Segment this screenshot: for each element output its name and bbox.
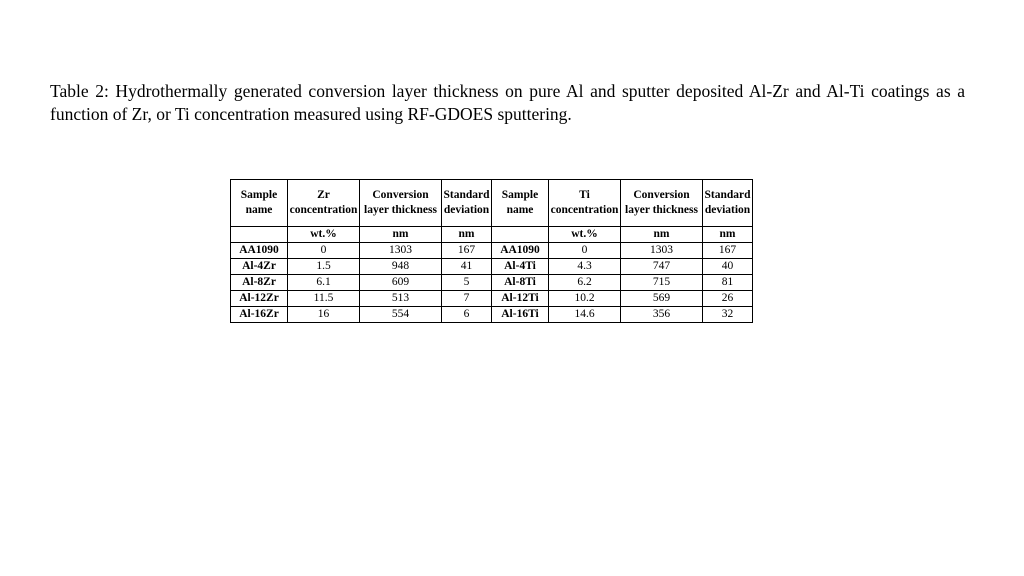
- sample-name-cell: Al-16Zr: [231, 307, 288, 323]
- table-row: [231, 291, 753, 307]
- table-row: [231, 307, 753, 323]
- table-cell: 513: [360, 291, 442, 307]
- sample-name-cell: Al-4Ti: [492, 259, 549, 275]
- sample-name-cell: Al-4Zr: [231, 259, 288, 275]
- sample-name-cell: AA1090: [492, 243, 549, 259]
- column-header: Standard deviation: [703, 180, 753, 227]
- unit-cell: nm: [360, 227, 442, 243]
- column-header: Sample name: [231, 180, 288, 227]
- table-cell: 11.5: [288, 291, 360, 307]
- table-row: [231, 259, 753, 275]
- column-header: Conversion layer thickness: [360, 180, 442, 227]
- sample-name-cell: Al-8Ti: [492, 275, 549, 291]
- sample-name-cell: Al-12Ti: [492, 291, 549, 307]
- table-cell: 5: [442, 275, 492, 291]
- unit-cell: nm: [621, 227, 703, 243]
- table-cell: 1303: [621, 243, 703, 259]
- table-cell: 356: [621, 307, 703, 323]
- sample-name-cell: Al-12Zr: [231, 291, 288, 307]
- column-header: Conversion layer thickness: [621, 180, 703, 227]
- unit-cell: [492, 227, 549, 243]
- column-header: Sample name: [492, 180, 549, 227]
- unit-cell: nm: [703, 227, 753, 243]
- table-row: [231, 275, 753, 291]
- sample-name-cell: Al-16Ti: [492, 307, 549, 323]
- table-cell: 167: [442, 243, 492, 259]
- table-cell: 167: [703, 243, 753, 259]
- table-cell: 747: [621, 259, 703, 275]
- conversion-layer-table: [230, 179, 753, 323]
- table-cell: 948: [360, 259, 442, 275]
- table-cell: 554: [360, 307, 442, 323]
- table-caption: Table 2: Hydrothermally generated conversion layer thickness on pure Al and sputter deposited Al-Zr and Al-Ti coatings as a function of Zr, or Ti concentration measured using RF-GDOES sputtering.: [50, 81, 965, 124]
- table-cell: 26: [703, 291, 753, 307]
- table-cell: 715: [621, 275, 703, 291]
- table-cell: 609: [360, 275, 442, 291]
- column-header: Zr concentration: [288, 180, 360, 227]
- column-header: Ti concentration: [549, 180, 621, 227]
- table-cell: 41: [442, 259, 492, 275]
- table-cell: 0: [549, 243, 621, 259]
- table-cell: 16: [288, 307, 360, 323]
- table-cell: 6.1: [288, 275, 360, 291]
- table-cell: 6.2: [549, 275, 621, 291]
- table-cell: 0: [288, 243, 360, 259]
- unit-cell: [231, 227, 288, 243]
- table-cell: 7: [442, 291, 492, 307]
- unit-cell: wt.%: [288, 227, 360, 243]
- table-cell: 40: [703, 259, 753, 275]
- table-cell: 10.2: [549, 291, 621, 307]
- table-cell: 81: [703, 275, 753, 291]
- table-cell: 6: [442, 307, 492, 323]
- column-header: Standard deviation: [442, 180, 492, 227]
- sample-name-cell: AA1090: [231, 243, 288, 259]
- table-cell: 14.6: [549, 307, 621, 323]
- table-header-row: [231, 180, 753, 227]
- table-cell: 1303: [360, 243, 442, 259]
- table-row: [231, 243, 753, 259]
- sample-name-cell: Al-8Zr: [231, 275, 288, 291]
- table-cell: 1.5: [288, 259, 360, 275]
- unit-cell: wt.%: [549, 227, 621, 243]
- table-cell: 4.3: [549, 259, 621, 275]
- table-cell: 569: [621, 291, 703, 307]
- table-unit-row: [231, 227, 753, 243]
- unit-cell: nm: [442, 227, 492, 243]
- table-cell: 32: [703, 307, 753, 323]
